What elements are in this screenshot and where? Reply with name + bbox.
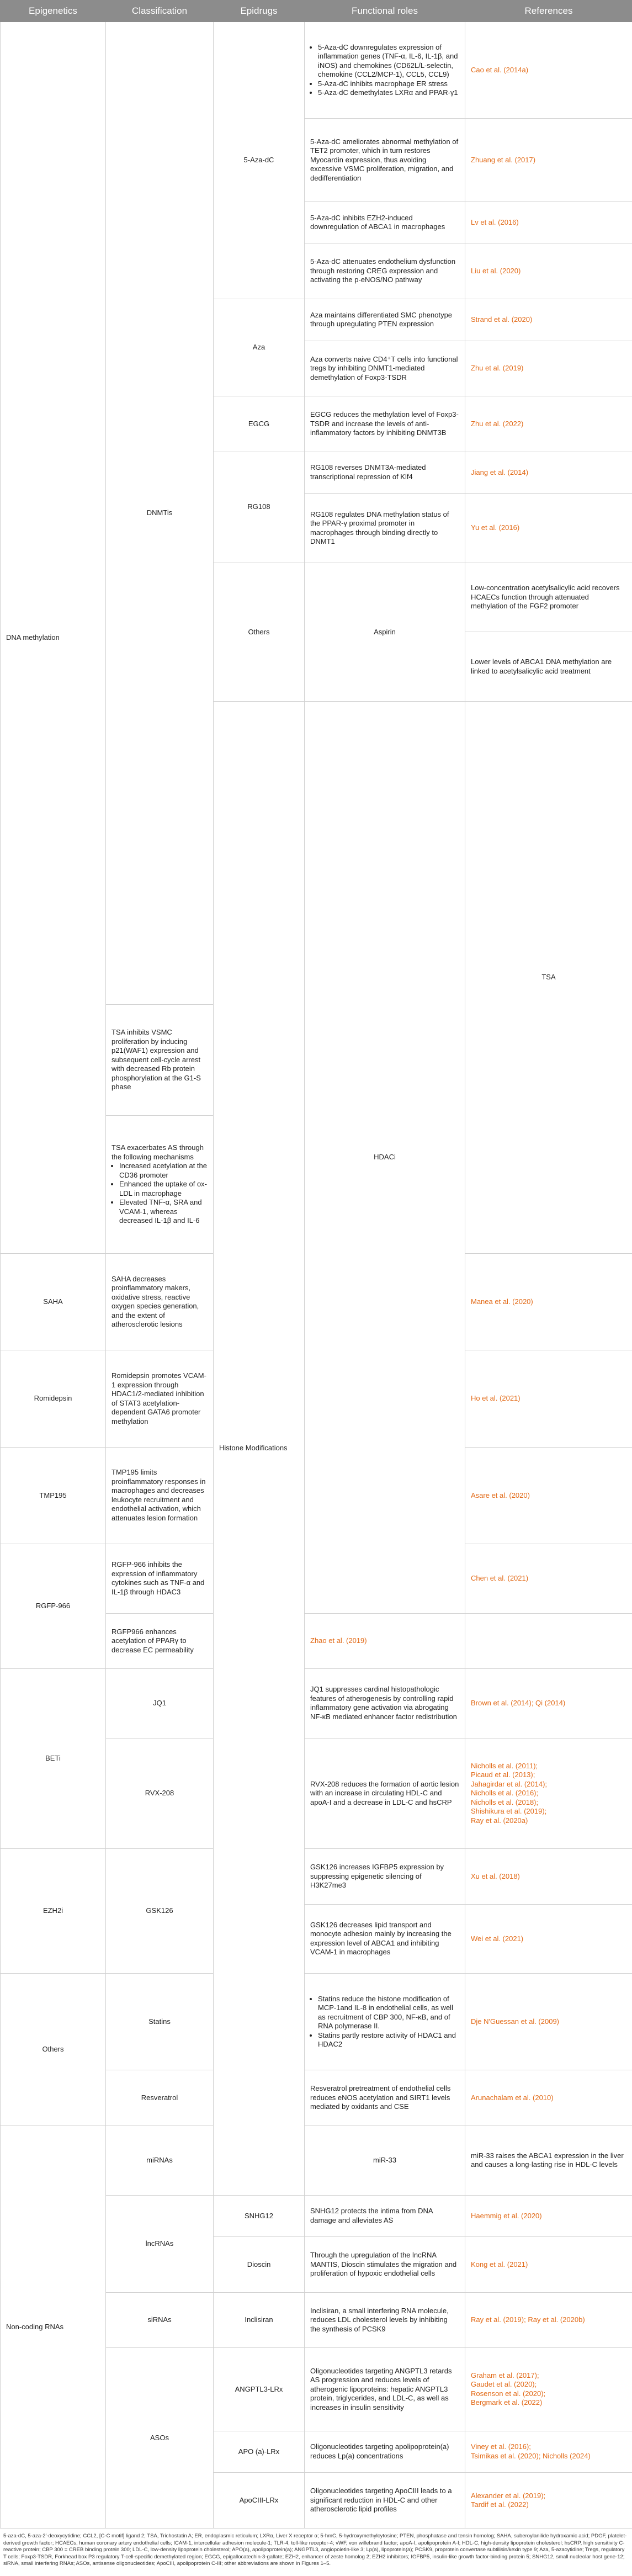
epidrug-cell: Statins (106, 1974, 214, 2070)
references-cell (465, 2070, 632, 2126)
reference-link[interactable]: Nicholls et al. (2016); (471, 1789, 539, 1798)
functional-role-bullet: • Elevated TNF-α, SRA and VCAM-1, whereas decreased IL-1β and IL-6 (119, 1198, 208, 1226)
functional-role-text: GSK126 increases IGFBP5 expression by suppressing epigenetic silencing of H3K27me3 (310, 1863, 444, 1890)
functional-role-cell (305, 2195, 465, 2237)
epidrug-cell: SNHG12 (214, 2195, 305, 2237)
references-cell (465, 1849, 632, 1905)
epidrug-cell: miR-33 (305, 2126, 465, 2196)
reference-link[interactable]: Liu et al. (2020) (471, 266, 521, 275)
references-cell (465, 1669, 632, 1738)
functional-role-cell (305, 2348, 465, 2431)
functional-role-cell (305, 396, 465, 452)
epidrug-cell: GSK126 (106, 1849, 214, 1974)
reference-link[interactable]: Bergmark et al. (2022) (471, 2398, 543, 2407)
functional-role-text: SAHA decreases proinflammatory makers, oxidative stress, reactive oxygen species generation, and the extent of atherosclerotic lesions (111, 1274, 199, 1329)
references-cell (465, 2348, 632, 2431)
reference-link[interactable]: Ray et al. (2020a) (471, 1816, 528, 1825)
references-cell (465, 1738, 632, 1848)
reference-link[interactable]: Gaudet et al. (2020); (471, 2380, 537, 2389)
functional-role-text: TSA inhibits VSMC proliferation by inducing p21(WAF1) expression and subsequent cell-cycle arrest with decreased Rb protein phosphorylation at the G1-S phase (111, 1028, 201, 1091)
functional-role-bullet: • Statins partly restore activity of HDAC1 and HDAC2 (318, 2031, 459, 2049)
functional-role-text: RGFP966 enhances acetylation of PPARγ to decrease EC permeability (111, 1627, 194, 1654)
reference-link[interactable]: Picaud et al. (2013); (471, 1771, 535, 1779)
functional-role-cell (305, 1738, 465, 1848)
references-cell (465, 2195, 632, 2237)
reference-link[interactable]: Zhuang et al. (2017) (471, 155, 536, 164)
table-row (1, 1669, 632, 1738)
epidrug-cell: Resveratrol (106, 2070, 214, 2126)
references-cell (465, 1544, 632, 1614)
epidrug-cell: SAHA (1, 1253, 106, 1350)
epidrug-cell: RVX-208 (106, 1738, 214, 1848)
classification-cell: miRNAs (106, 2126, 214, 2196)
functional-role-text: TSA exacerbates AS through the following mechanisms (111, 1143, 204, 1161)
functional-role-cell (465, 2126, 632, 2196)
references-cell (465, 396, 632, 452)
reference-link[interactable]: Lv et al. (2016) (471, 218, 519, 226)
functional-role-text: Low-concentration acetylsalicylic acid recovers HCAECs function through attenuated methylation of the FGF2 promoter (471, 584, 620, 611)
functional-role-text: 5-Aza-dC inhibits EZH2-induced downregulation of ABCA1 in macrophages (310, 213, 445, 231)
epidrug-cell: RG108 (214, 452, 305, 563)
epidrug-cell: ApoCIII-LRx (214, 2473, 305, 2529)
functional-role-text: 5-Aza-dC ameliorates abnormal methylation of TET2 promoter, which in turn restores Myocardin expression, thus avoiding excessive VSMC proliferation, migration, and dedifferentiation (310, 137, 459, 182)
reference-link[interactable]: Jiang et al. (2014) (471, 468, 529, 476)
functional-role-text: Aza maintains differentiated SMC phenotype through upregulating PTEN expression (310, 310, 453, 328)
reference-link[interactable]: Strand et al. (2020) (471, 315, 533, 324)
reference-link[interactable]: Shishikura et al. (2019); (471, 1807, 547, 1816)
table-header-row (1, 1, 632, 22)
reference-link[interactable]: Ray et al. (2019); Ray et al. (2020b) (471, 2315, 585, 2324)
functional-role-text: Oligonucleotides targeting ApoCIII leads to a significant reduction in HDL-C and other atherosclerotic lipid profiles (310, 2487, 452, 2514)
functional-role-cell (465, 632, 632, 702)
functional-role-bullet: • 5-Aza-dC inhibits macrophage ER stress (318, 79, 459, 89)
header-classification: Classification (106, 1, 214, 22)
references-cell (465, 1904, 632, 1974)
reference-link[interactable]: Zhao et al. (2019) (310, 1636, 367, 1645)
functional-role-cell (305, 2070, 465, 2126)
references-cell (465, 1253, 632, 1350)
reference-link[interactable]: Xu et al. (2018) (471, 1872, 520, 1880)
reference-link[interactable]: Alexander et al. (2019); (471, 2491, 546, 2500)
reference-link[interactable]: Kong et al. (2021) (471, 2260, 528, 2268)
functional-role-cell (305, 299, 465, 341)
functional-role-cell (106, 1115, 214, 1253)
classification-cell: siRNAs (106, 2292, 214, 2348)
functional-role-text: Lower levels of ABCA1 DNA methylation are linked to acetylsalicylic acid treatment (471, 658, 612, 675)
functional-role-text: Resveratrol pretreatment of endothelial cells reduces eNOS acetylation and SIRT1 levels mediated by oxidants and CSE (310, 2084, 451, 2111)
epidrug-cell: Aza (214, 299, 305, 396)
references-cell (465, 22, 632, 119)
epidrug-cell: Inclisiran (214, 2292, 305, 2348)
functional-role-text: RVX-208 reduces the formation of aortic lesion with an increase in circulating HDL-C and apoA-I and a decrease in LDL-C and hsCRP (310, 1779, 459, 1806)
functional-role-text: Romidepsin promotes VCAM-1 expression through HDAC1/2-mediated inhibition of STAT3 acetylation-dependent GATA6 promoter methylation (111, 1371, 206, 1425)
classification-cell: HDACi (305, 701, 465, 1613)
functional-role-cell (305, 494, 465, 563)
functional-role-text: TMP195 limits proinflammatory responses in macrophages and decreases leukocyte recruitment and endothelial activation, which attenuates lesion formation (111, 1468, 206, 1522)
functional-role-cell (305, 22, 465, 119)
epidrug-cell: ANGPTL3-LRx (214, 2348, 305, 2431)
functional-role-cell (465, 563, 632, 632)
functional-role-text: EGCG reduces the methylation level of Foxp3-TSDR and increase the levels of anti-inflammatory factors by inhibiting DNMT3B (310, 410, 459, 437)
reference-link[interactable]: Rosenson et al. (2020); (471, 2389, 546, 2398)
functional-role-text: Oligonucleotides targeting apolipoprotein(a) reduces Lp(a) concentrations (310, 2442, 449, 2460)
header-epigenetics: Epigenetics (1, 1, 106, 22)
epidrug-cell: APO (a)-LRx (214, 2431, 305, 2473)
references-cell (465, 202, 632, 243)
epigenetics-cell: Histone Modifications (214, 701, 305, 2195)
epidrug-cell: Romidepsin (1, 1350, 106, 1447)
functional-role-text: miR-33 raises the ABCA1 expression in the liver and causes a long-lasting rise in HDL-C levels (471, 2151, 624, 2169)
reference-link[interactable]: Nicholls et al. (2011); (471, 1761, 538, 1770)
references-cell (465, 2237, 632, 2293)
functional-role-cell (106, 1005, 214, 1115)
functional-role-bullet: • 5-Aza-dC downregulates expression of inflammation genes (TNF-α, IL-6, IL-1β, and iNOS) and chemokines (CD62L/L-selectin, chemokine (CCL2/MCP-1), CCL5, CCL9) (318, 43, 459, 79)
functional-role-text: GSK126 decreases lipid transport and monocyte adhesion mainly by increasing the expression level of ABCA1 and inhibiting VCAM-1 in macrophages (310, 1920, 452, 1957)
reference-link[interactable]: Zhu et al. (2019) (471, 364, 524, 373)
reference-link[interactable]: Dje N'Guessan et al. (2009) (471, 2017, 560, 2026)
reference-link[interactable]: Yu et al. (2016) (471, 523, 520, 532)
functional-role-text: Aza converts naive CD4⁺T cells into functional tregs by inhibiting DNMT1-mediated demethylation of Foxp3-TSDR (310, 354, 458, 381)
references-cell (465, 452, 632, 494)
reference-link[interactable]: Wei et al. (2021) (471, 1934, 524, 1943)
epigenetics-cell: Non-coding RNAs (1, 2126, 106, 2529)
functional-role-cell (106, 1613, 214, 1669)
functional-role-bullet: • Enhanced the uptake of ox-LDL in macrophage (119, 1180, 208, 1198)
functional-role-bullet: • Increased acetylation at the CD36 promoter (119, 1162, 208, 1180)
functional-role-text: RG108 regulates DNA methylation status of the PPAR-γ proximal promoter in macrophages through binding directly to DNMT1 (310, 510, 449, 545)
reference-link[interactable]: Manea et al. (2020) (471, 1297, 533, 1306)
references-cell (465, 341, 632, 396)
classification-cell: DNMTis (106, 22, 214, 1005)
functional-role-cell (305, 341, 465, 396)
reference-link[interactable]: Graham et al. (2017); (471, 2371, 539, 2379)
references-cell (465, 243, 632, 299)
epidrug-cell: EGCG (214, 396, 305, 452)
functional-role-text: RG108 reverses DNMT3A-mediated transcriptional repression of Klf4 (310, 463, 426, 481)
references-cell (465, 2473, 632, 2529)
reference-link[interactable]: Brown et al. (2014); Qi (2014) (471, 1699, 566, 1708)
epidrug-cell: RGFP-966 (1, 1544, 106, 1669)
epigenetics-cell: DNA methylation (1, 22, 106, 1254)
functional-role-text: SNHG12 protects the intima from DNA damage and alleviates AS (310, 2207, 433, 2224)
functional-role-cell (305, 202, 465, 243)
functional-role-text: RGFP-966 inhibits the expression of inflammatory cytokines such as TNF-α and IL-1β through HDAC3 (111, 1560, 205, 1596)
references-cell (465, 119, 632, 202)
reference-link[interactable]: Tsimikas et al. (2020); Nicholls (2024) (471, 2451, 591, 2460)
table-row (1, 2126, 632, 2196)
table-row (1, 22, 632, 119)
reference-link[interactable]: Cao et al. (2014a) (471, 65, 529, 74)
epidrug-cell: JQ1 (106, 1669, 214, 1738)
header-references: References (465, 1, 632, 22)
reference-link[interactable]: Zhu et al. (2022) (471, 419, 524, 428)
references-cell (465, 299, 632, 341)
functional-role-cell (106, 1544, 214, 1614)
reference-link[interactable]: Haemmig et al. (2020) (471, 2211, 542, 2220)
functional-role-text: 5-Aza-dC attenuates endothelium dysfunction through restoring CREG expression and activating the p-eNOS/NO pathway (310, 257, 456, 284)
functional-role-cell (305, 1904, 465, 1974)
functional-role-cell (305, 2237, 465, 2293)
functional-role-cell (305, 2473, 465, 2529)
references-cell (465, 1447, 632, 1544)
classification-cell: lncRNAs (106, 2195, 214, 2292)
reference-link[interactable]: Chen et al. (2021) (471, 1574, 529, 1583)
functional-role-cell (305, 2292, 465, 2348)
epidrug-cell: 5-Aza-dC (214, 22, 305, 299)
table-row (1, 1974, 632, 2070)
functional-role-cell (106, 1447, 214, 1544)
functional-role-cell (106, 1350, 214, 1447)
reference-link[interactable]: Arunachalam et al. (2010) (471, 2093, 554, 2102)
epidrug-cell: Aspirin (305, 563, 465, 701)
epidrug-cell: TSA (465, 701, 632, 1253)
functional-role-cell (305, 119, 465, 202)
functional-role-text: Inclisiran, a small interfering RNA molecule, reduces LDL cholesterol levels by inhibiting the synthesis of PCSK9 (310, 2306, 449, 2333)
reference-link[interactable]: Ho et al. (2021) (471, 1394, 521, 1403)
functional-role-cell (305, 1669, 465, 1738)
classification-cell: EZH2i (1, 1849, 106, 1974)
references-cell (465, 2292, 632, 2348)
classification-cell: Others (214, 563, 305, 701)
header-epidrugs: Epidrugs (214, 1, 305, 22)
functional-role-cell (305, 2431, 465, 2473)
classification-cell: ASOs (106, 2348, 214, 2529)
functional-role-text: Through the upregulation of the lncRNA MANTIS, Dioscin stimulates the migration and proliferation of hypoxic endothelial cells (310, 2251, 457, 2278)
references-cell (465, 1350, 632, 1447)
functional-role-cell (305, 452, 465, 494)
functional-role-bullet: • 5-Aza-dC demethylates LXRα and PPAR-γ1 (318, 88, 459, 98)
references-cell (305, 1613, 465, 1669)
functional-role-cell (305, 1974, 465, 2070)
classification-cell: Others (1, 1974, 106, 2126)
header-functional-roles: Functional roles (305, 1, 465, 22)
table-footnote: 5-aza-dC, 5-aza-2′-deoxycytidine; CCL2, [C-C motif] ligand 2; TSA, Trichostatin A; ER, endoplasmic reticulum; LXRα, Liver X receptor α; 5-hmC, 5-hydroxymethylcytosine; PTEN, phosphatase and tensin homolog; SAHA, suberoylanilide hydroxamic acid; PDGF, platelet-derived growth factor; HCAECs, human coronary artery endothelial cells; ICAM-1, intercellular adhesion molecule-1; TLR-4, toll-like receptor-4; vWF, von willebrand factor; apoA-I, apolipoprotein A-I; HDL-C, high-density lipoprotein cholesterol; hsCRP, high sensitivity C-reactive protein; CBP 300 = CREB binding protein 300; LDL-C, low-density lipoprotein cholesterol; APO(a), apolipoprotein(a); ANGPTL3, angiopoietin-like 3; Lp(a), lipoprotein(a); PCSK9, proprotein convertase subtilisin/kexin type 9; Aza, 5-azacytidine; Tregs, regulatory T cells; Foxp3-TSDR, Forkhead box P3 regulatory T-cell-specific demethylated region; EGCG, epigallocatechin-3-gallate; EZH2, enhancer of zeste homolog 2; EZH2 inhibitors; IGFBP5, insulin-like growth factor-binding protein 5; SNHG12, small nucleolar host gene-12; siRNA, small interfering RNAs; ASOs, antisense oligonucleotides; ApoCIII, apolipoprotein C-III; other abbreviations are shown in Figures 1–5. (3, 2533, 627, 2567)
functional-role-cell (305, 243, 465, 299)
functional-role-bullet: • Statins reduce the histone modification of MCP-1and IL-8 in endothelial cells, as well as recruitment of CBP 300, NF-κB, and of RNA polymerase II. (318, 1995, 459, 2031)
classification-cell: BETi (1, 1669, 106, 1849)
references-cell (465, 1974, 632, 2070)
functional-role-cell (305, 1849, 465, 1905)
reference-link[interactable]: Jahagirdar et al. (2014); (471, 1779, 548, 1788)
table-row (1, 1849, 632, 1905)
reference-link[interactable]: Tardif et al. (2022) (471, 2500, 529, 2509)
functional-role-text: Oligonucleotides targeting ANGPTL3 retards AS progression and reduces levels of atherogenic lipoproteins: hepatic ANGPTL3 protein, triglycerides, and LDL-C, as well as increases in insulin sensitivity (310, 2366, 452, 2411)
references-cell (465, 2431, 632, 2473)
functional-role-text: JQ1 suppresses cardinal histopathologic features of atherogenesis by controlling rapid inflammatory gene activation via abrogating NF-κB mediated enhancer factor redistribution (310, 1685, 457, 1721)
epidrug-cell: TMP195 (1, 1447, 106, 1544)
reference-link[interactable]: Viney et al. (2016); (471, 2442, 531, 2451)
reference-link[interactable]: Asare et al. (2020) (471, 1491, 530, 1499)
reference-link[interactable]: Nicholls et al. (2018); (471, 1798, 539, 1806)
references-cell (465, 494, 632, 563)
functional-role-cell (106, 1253, 214, 1350)
epidrug-cell: Dioscin (214, 2237, 305, 2293)
